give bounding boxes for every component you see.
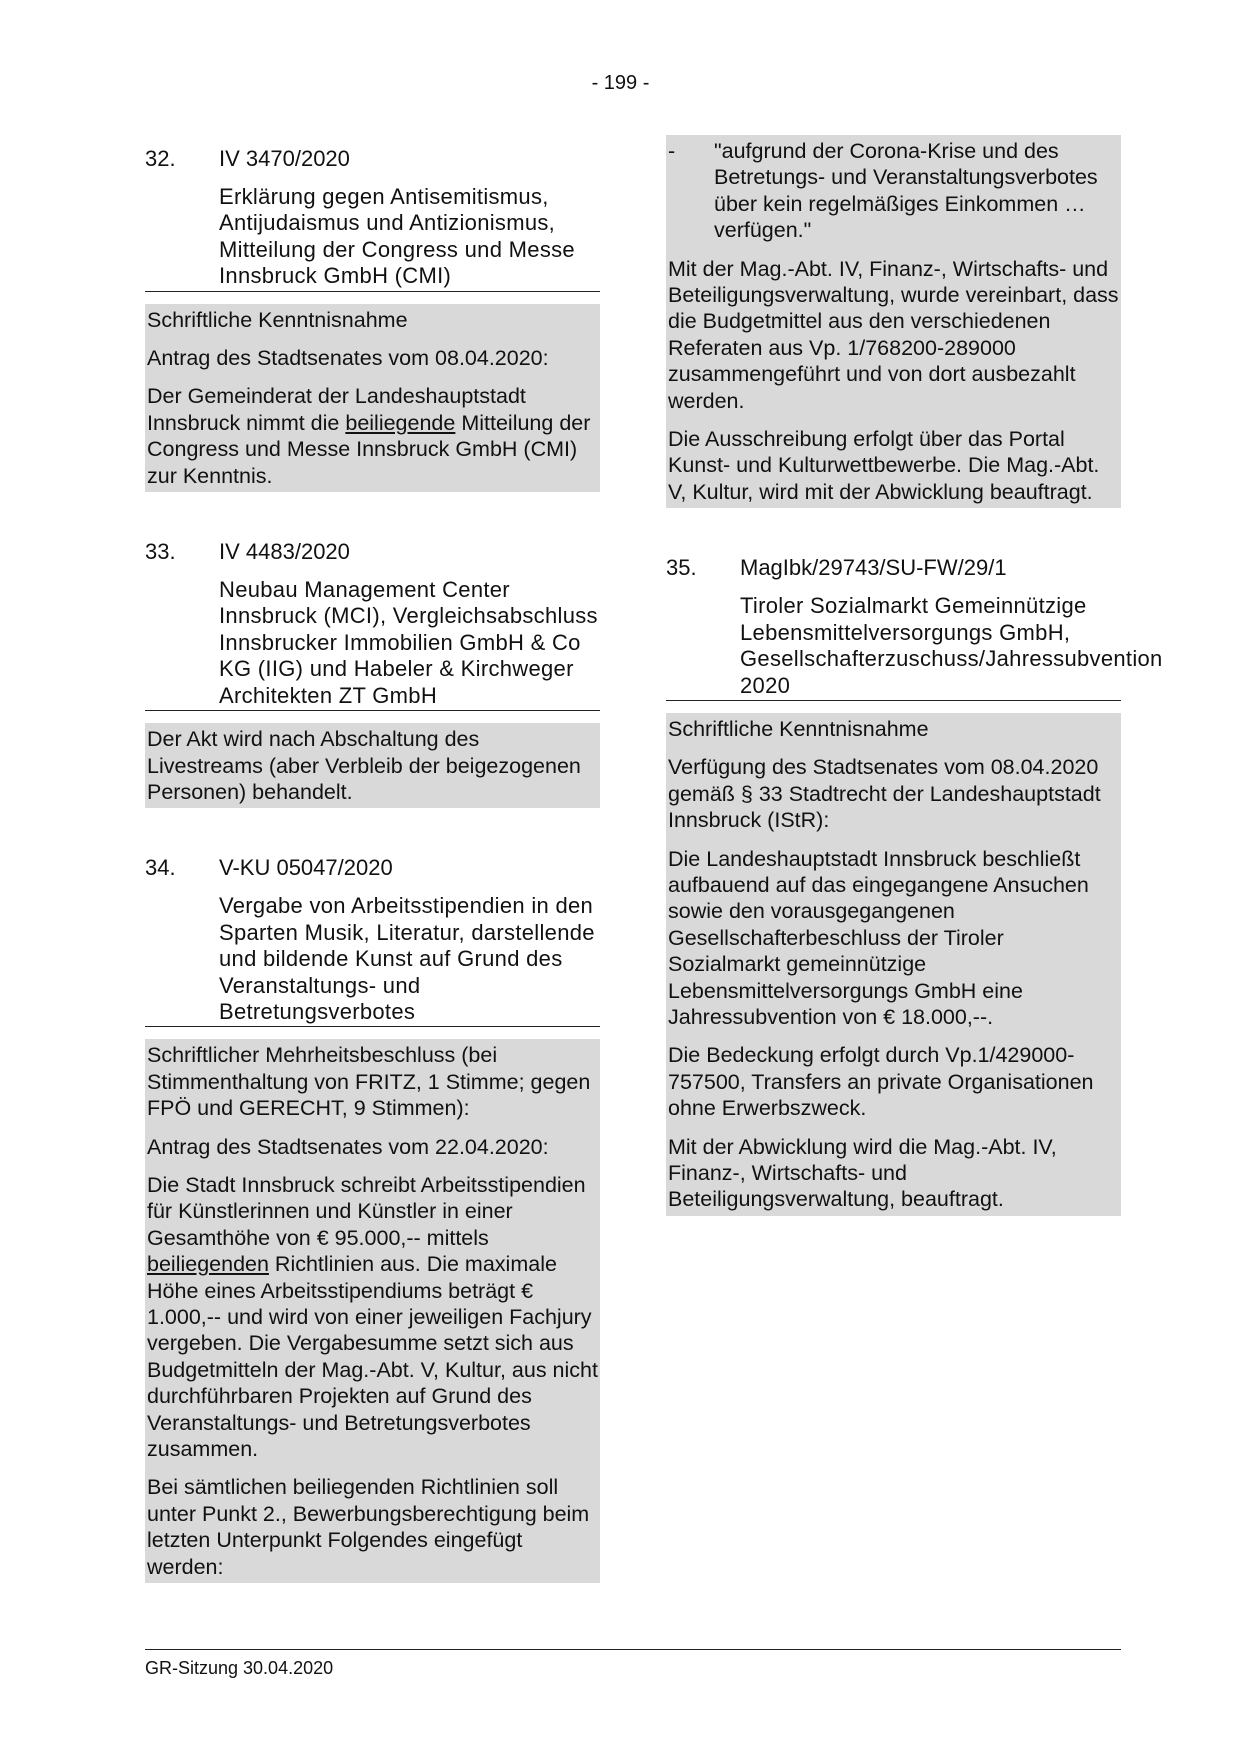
item-number: 35.: [666, 555, 697, 581]
item-code: MagIbk/29743/SU-FW/29/1: [740, 555, 1007, 581]
item-title: Erklärung gegen Antisemitismus, Antijudaismus und Antizionismus, Mitteilung der Congress und Messe Innsbruck GmbH (CMI): [219, 184, 575, 289]
motion-line: Antrag des Stadtsenates vom 08.04.2020:: [147, 346, 549, 371]
left-column: [145, 145, 600, 1583]
execution-text: Mit der Abwicklung wird die Mag.-Abt. IV, Finanz-, Wirtschafts- und Beteiligungsverwaltung, beauftragt.: [668, 1134, 1057, 1212]
item-title: Neubau Management Center Innsbruck (MCI), Vergleichsabschluss Innsbrucker Immobilien GmbH & Co KG (IIG) und Habeler & Kirchweger Architekten ZT GmbH: [219, 577, 598, 708]
agenda-item-32: [145, 145, 600, 492]
motion-line: Antrag des Stadtsenates vom 22.04.2020:: [147, 1134, 549, 1159]
item-code: IV 4483/2020: [219, 539, 350, 565]
resolution-block: [666, 713, 1121, 1216]
resolution-block: [145, 723, 600, 808]
page-footer: GR-Sitzung 30.04.2020: [145, 1649, 1121, 1679]
item-title: Tiroler Sozialmarkt Gemeinnützige Lebensmittelversorgungs GmbH, Gesellschafterzuschuss/Jahressubvention 2020: [740, 593, 1163, 698]
resolution-type: Schriftlicher Mehrheitsbeschluss (bei Stimmenthaltung von FRITZ, 1 Stimme; gegen FPÖ und GERECHT, 9 Stimmen):: [147, 1043, 591, 1121]
inserted-clause-text: "aufgrund der Corona-Krise und des Betretungs- und Veranstaltungsverbotes über kein regelmäßiges Einkommen … verfügen.": [714, 139, 1098, 243]
item-number: 34.: [145, 855, 176, 881]
agenda-item-35: [666, 554, 1163, 1216]
resolution-text: Die Stadt Innsbruck schreibt Arbeitsstipendien für Künstlerinnen und Künstler in einer Gesamthöhe von € 95.000,-- mittels beiliegenden Richtlinien aus. Die maximale Höhe eines Arbeitsstipendiums beträgt € 1.000,-- und wird von einer jeweiligen Fachjury vergeben. Die Vergabesumme setzt sich aus Budgetmitteln der Mag.-Abt. V, Kultur, aus nicht durchführbaren Projekten auf Grund des Veranstaltungs- und Betretungsverbotes zusammen.: [147, 1172, 598, 1462]
item-code: V-KU 05047/2020: [219, 855, 393, 881]
motion-line: Verfügung des Stadtsenates vom 08.04.2020 gemäß § 33 Stadtrecht der Landeshauptstadt Innsbruck (IStR):: [668, 755, 1101, 833]
item-number: 33.: [145, 539, 176, 565]
item-header: [666, 554, 1163, 701]
item-number: 32.: [145, 146, 176, 171]
resolution-type: Schriftliche Kenntnisnahme: [668, 716, 929, 741]
resolution-text: Die Landeshauptstadt Innsbruck beschließt aufbauend auf das eingegangene Ansuchen sowie den vorausgegangenen Gesellschafterbeschluss der Tiroler Sozialmarkt gemeinnützige Lebensmittelversorgungs GmbH eine Jahressubvention von € 18.000,--.: [668, 846, 1089, 1029]
item-header: [145, 538, 600, 711]
resolution-block: [145, 1039, 600, 1583]
list-dash: -: [668, 139, 676, 163]
attachment-link: beiliegende: [345, 410, 456, 435]
item-header: [145, 854, 600, 1027]
budget-agreement-text: Mit der Mag.-Abt. IV, Finanz-, Wirtschafts- und Beteiligungsverwaltung, wurde vereinbart, dass die Budgetmittel aus den verschiedenen Referaten aus Vp. 1/768200-289000 zusammengeführt und von dort ausbezahlt werden.: [668, 256, 1119, 413]
page-number: - 199 -: [591, 72, 650, 94]
agenda-item-34: [145, 854, 600, 1583]
resolution-text: Der Gemeinderat der Landeshauptstadt Innsbruck nimmt die beiliegende Mitteilung der Congress und Messe Innsbruck GmbH (CMI) zur Kenntnis.: [147, 384, 591, 488]
tender-text: Die Ausschreibung erfolgt über das Portal Kunst- und Kulturwettbewerbe. Die Mag.-Abt. V, Kultur, wird mit der Abwicklung beauftragt.: [668, 427, 1100, 504]
inserted-clause: [668, 138, 1119, 244]
item-title: Vergabe von Arbeitsstipendien in den Sparten Musik, Literatur, darstellende und bildende Kunst auf Grund des Veranstaltungs- und Betretungsverbotes: [219, 893, 595, 1024]
attachment-link: beiliegenden: [147, 1252, 269, 1277]
right-column: [666, 139, 1163, 1216]
item-header: [145, 145, 600, 292]
resolution-block: [145, 304, 600, 492]
funding-text: Die Bedeckung erfolgt durch Vp.1/429000-757500, Transfers an private Organisationen ohne Erwerbszweck.: [668, 1043, 1094, 1121]
resolution-text-2: Bei sämtlichen beiliegenden Richtlinien soll unter Punkt 2., Bewerbungsberechtigung beim letzten Unterpunkt Folgendes eingefügt werden:: [147, 1475, 590, 1579]
item-code: IV 3470/2020: [219, 146, 350, 171]
procedure-note: Der Akt wird nach Abschaltung des Livestreams (aber Verbleib der beigezogenen Personen) behandelt.: [147, 727, 581, 804]
resolution-continuation: [666, 135, 1121, 508]
resolution-type: Schriftliche Kenntnisnahme: [147, 307, 408, 332]
agenda-item-33: [145, 538, 600, 808]
